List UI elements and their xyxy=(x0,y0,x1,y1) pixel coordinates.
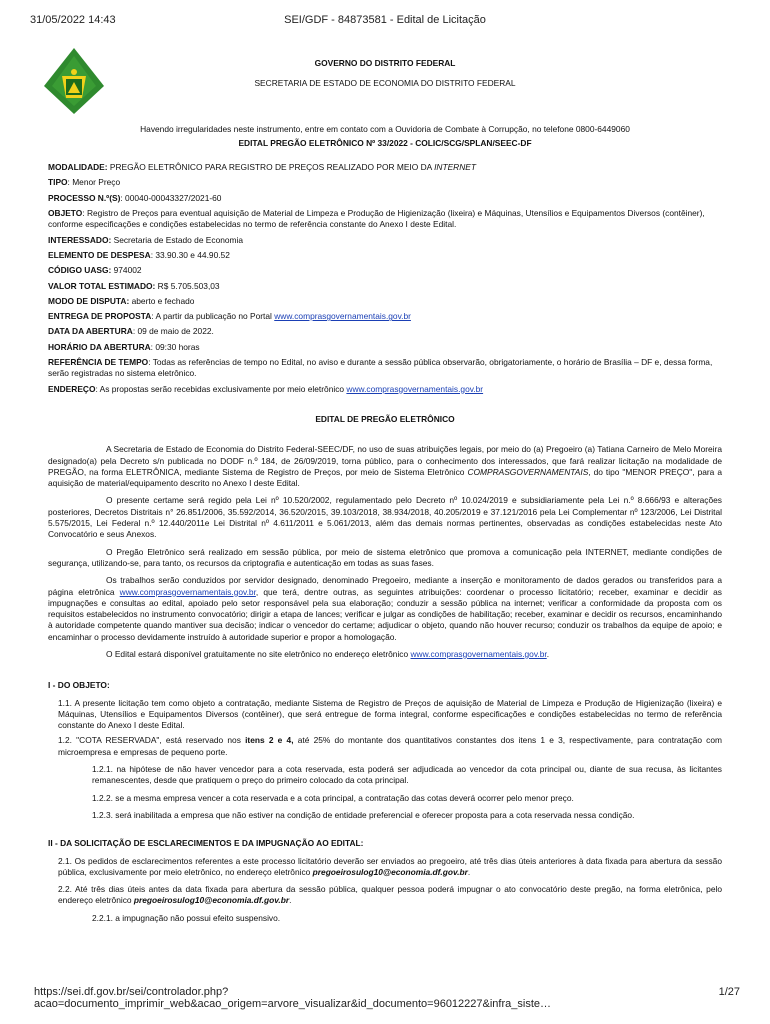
entrega-link[interactable]: www.comprasgovernamentais.gov.br xyxy=(274,311,411,322)
edital-heading: EDITAL DE PREGÃO ELETRÔNICO xyxy=(315,413,455,424)
data-label: DATA DA ABERTURA xyxy=(48,326,133,337)
horario-value: : 09:30 horas xyxy=(150,341,200,352)
clause-2-2 xyxy=(48,884,722,907)
intro-paragraph-1 xyxy=(48,444,722,489)
uasg-label: CÓDIGO UASG: xyxy=(48,265,112,276)
intro-p1-b: , do tipo "MENOR PREÇO", para a aquisição de material/equipamento descrito no Anexo I deste Edital. xyxy=(48,466,722,489)
uasg-value: 974002 xyxy=(111,265,142,276)
clause-1-2-3: 1.2.3. será inabilitada a empresa que não estiver na condição de entidade preferencial e oferecer proposta para a cota reservada nessa condição. xyxy=(92,809,635,820)
field-horario xyxy=(48,342,722,353)
endereco-link[interactable]: www.comprasgovernamentais.gov.br xyxy=(346,383,484,394)
field-entrega xyxy=(48,311,722,322)
field-referencia xyxy=(48,357,722,380)
clause-2-1-b: . xyxy=(467,866,471,877)
clause-2-2-b: . xyxy=(289,895,292,906)
field-tipo xyxy=(48,177,722,188)
clause-2-2-1: 2.2.1. a impugnação não possui efeito suspensivo. xyxy=(92,912,281,923)
field-processo xyxy=(48,193,722,204)
field-elemento xyxy=(48,250,722,261)
tipo-label: TIPO xyxy=(48,177,68,188)
print-header xyxy=(30,14,740,26)
clause-1-2-1: 1.2.1. na hipótese de não haver vencedor para a cota reservada, esta poderá ser adjudicada ao vencedor da cota principal ou, diante de sua recusa, às licitantes remanescentes, desde que pratiquem o preço do primeiro colocado da cota principal. xyxy=(92,764,722,786)
modalidade-label: MODALIDADE: xyxy=(48,162,108,173)
intro-paragraph-4 xyxy=(48,575,722,643)
field-modo xyxy=(48,296,722,307)
print-title: SEI/GDF - 84873581 - Edital de Licitação xyxy=(284,14,486,26)
irregularity-notice: Havendo irregularidades neste instrumento, entre em contato com a Ouvidoria de Combate à Corrupção, no telefone 0800-6449060 xyxy=(140,123,630,134)
field-data xyxy=(48,326,722,337)
processo-label: PROCESSO N.º(S) xyxy=(48,192,121,203)
intro-p4-a: Os trabalhos serão conduzidos por servidor designado, denominado Pregoeiro, mediante a inserção e monitoramento de dados gerados ou transferidos para a página eletrônica xyxy=(48,575,722,597)
clause-2-2-email: pregoeirosulog10@economia.df.gov.br xyxy=(133,895,290,906)
data-value: : 09 de maio de 2022. xyxy=(132,326,214,337)
processo-value: : 00040-00043327/2021-60 xyxy=(120,192,222,203)
intro-paragraph-5 xyxy=(48,649,722,660)
clause-2-1-email: pregoeirosulog10@economia.df.gov.br xyxy=(312,866,468,877)
intro-paragraph-2: O presente certame será regido pela Lei nº 10.520/2002, regulamentado pelo Decreto nº 10.024/2019 e subsidiariamente pela Lei n.º 8.666/93 e alterações posteriores, Decretos Distritais n° 26.851/2006, 35.592/2014, 36.520/2015, 39.103/2018, 38.934/2018, 40.205/2019 e 37.121/2016 pela Lei Complementar nº 123/2006, Lei Distrital 5.575/2015, Lei Federal n.º 12.440/2011e Lei Distrital nº 4.611/2011 e 5.061/2013, além das demais normas pertinentes, observadas as condições estabelecidas neste Ato Convocatório e seus Anexos. xyxy=(48,495,722,540)
endereco-label: ENDEREÇO xyxy=(48,383,96,394)
clause-2-1 xyxy=(48,856,722,879)
referencia-value: : Todas as referências de tempo no Edital, no aviso e durante a sessão pública observarão, obrigatoriamente, o horário de Brasília – DF e, dessa forma, serão registradas no sistema eletrônico. xyxy=(48,357,713,379)
print-url: https://sei.df.gov.br/sei/controlador.php?acao=documento_imprimir_web&acao_origem=arvore_visualizar&id_documento=96012227&infra_siste… xyxy=(34,986,551,1010)
intro-paragraph-3: O Pregão Eletrônico será realizado em sessão pública, por meio de sistema eletrônico que promova a comunicação pela INTERNET, mediante condições de segurança, utilizando-se, para tanto, os recursos da criptografia e autenticação em todas as suas fases. xyxy=(48,546,722,568)
intro-p1-italic: COMPRASGOVERNAMENTAIS xyxy=(467,466,589,477)
field-uasg xyxy=(48,265,722,276)
valor-value: R$ 5.705.503,03 xyxy=(155,280,220,291)
intro-p4-b: , que terá, dentre outras, as seguintes atribuições: coordenar o processo licitatório; receber, examinar e decidir as impugnações e consultas ao edital, apoiado pelo setor responsável pela sua elaboração; conduzir a sessão pública na internet; verificar a conformidade da proposta com os requisitos estabelecidos no instrumento convocatório; dirigir a etapa de lances; verificar e julgar as condições de habilitação; receber, examinar e decidir os recursos, encaminhando à autoridade competente quando mantiver sua decisão; indicar o vencedor do certame; adjudicar o objeto, quando não houver recurso; conduzir os trabalhos da equipe de apoio; e encaminhar o processo devidamente instruído à autoridade superior e propor a homologação. xyxy=(48,586,722,642)
clause-2-2-a: 2.2. Até três dias úteis antes da data fixada para abertura da sessão pública, qualquer pessoa poderá impugnar o ato convocatório deste pregão, na forma eletrônica, pelo endereço eletrônico xyxy=(58,884,722,906)
field-endereco xyxy=(48,384,722,395)
entrega-label: ENTREGA DE PROPOSTA xyxy=(48,311,152,322)
tipo-value: : Menor Preço xyxy=(67,177,121,188)
objeto-label: OBJETO xyxy=(48,208,83,219)
clause-1-2-2: 1.2.2. se a mesma empresa vencer a cota reservada e a cota principal, a contratação das cotas deverá ocorrer pelo menor preço. xyxy=(92,792,574,803)
modalidade-internet: INTERNET xyxy=(434,162,476,173)
intro-p5-b: . xyxy=(546,648,550,659)
clause-1-2-bold: itens 2 e 4, xyxy=(245,735,294,746)
print-page-number: 1/27 xyxy=(718,986,740,998)
field-objeto xyxy=(48,208,722,231)
document-page xyxy=(48,40,722,924)
field-interessado xyxy=(48,235,722,246)
intro-p4-link[interactable]: www.comprasgovernamentais.gov.br xyxy=(119,586,256,597)
clause-1-2-a: 1.2. "COTA RESERVADA", está reservado nos xyxy=(58,735,246,746)
print-footer xyxy=(34,986,740,1010)
modo-value: aberto e fechado xyxy=(129,295,195,306)
clause-1-2-b: até 25% do montante dos quantitativos constantes dos itens 1 e 3, respectivamente, para contratação com microempresa e empresas de pequeno porte. xyxy=(58,735,722,757)
print-datetime: 31/05/2022 14:43 xyxy=(30,14,116,26)
horario-label: HORÁRIO DA ABERTURA xyxy=(48,341,151,352)
modalidade-value: PREGÃO ELETRÔNICO PARA REGISTRO DE PREÇOS REALIZADO POR MEIO DA xyxy=(107,162,435,173)
elemento-label: ELEMENTO DE DESPESA xyxy=(48,249,151,260)
intro-p1-a: A Secretaria de Estado de Economia do Distrito Federal-SEEC/DF, no uso de suas atribuições legais, por meio do (a) Pregoeiro (a) Tatiana Carneiro de Melo Moreira designado(a) pela Decreto s/n publicada no DODF n.º 184, de 26/09/2019, torna público, para o conhecimento dos interessados, que fará realizar licitação na modalidade de PREGÃO, na forma ELETRÔNICA, mediante Sistema de Registro de Preços, por meio de Sistema Eletrônico xyxy=(48,444,722,477)
gdf-logo-icon xyxy=(42,46,106,116)
edital-title: EDITAL PREGÃO ELETRÔNICO Nº 33/2022 - COLIC/SCG/SPLAN/SEEC-DF xyxy=(238,137,532,148)
field-modalidade xyxy=(48,162,722,173)
clause-2-1-a: 2.1. Os pedidos de esclarecimentos referentes a este processo licitatório deverão ser enviados ao pregoeiro, até três dias úteis anteriores à data fixada para abertura da sessão pública, exclusivamente por meio eletrônico, no endereço eletrônico xyxy=(58,855,722,877)
referencia-label: REFERÊNCIA DE TEMPO xyxy=(48,357,149,368)
secretaria-title: SECRETARIA DE ESTADO DE ECONOMIA DO DISTRITO FEDERAL xyxy=(254,78,516,89)
valor-label: VALOR TOTAL ESTIMADO: xyxy=(48,280,156,291)
intro-p5-a: O Edital estará disponível gratuitamente no site eletrônico no endereço eletrônico xyxy=(106,648,411,659)
intro-p5-link[interactable]: www.comprasgovernamentais.gov.br xyxy=(410,648,547,659)
interessado-label: INTERESSADO: xyxy=(48,234,112,245)
field-valor xyxy=(48,281,722,292)
gov-title: GOVERNO DO DISTRITO FEDERAL xyxy=(314,58,456,68)
section-1-heading: I - DO OBJETO: xyxy=(48,680,110,691)
interessado-value: Secretaria de Estado de Economia xyxy=(111,234,244,245)
endereco-value: : As propostas serão recebidas exclusivamente por meio eletrônico xyxy=(95,383,347,394)
clause-1-2 xyxy=(48,735,722,758)
modo-label: MODO DE DISPUTA: xyxy=(48,295,130,306)
objeto-value: : Registro de Preços para eventual aquisição de Material de Limpeza e Produção de Higienização (lixeira) e Máquinas, Utensílios e Equipamentos Diversos (contêiner), conforme especificações e condições estabelecidas no termo de referência constante do Anexo I deste Edital. xyxy=(48,208,705,230)
entrega-value: : A partir da publicação no Portal xyxy=(151,311,275,322)
clause-1-1: 1.1. A presente licitação tem como objeto a contratação, mediante Sistema de Registro de Preços de aquisição de Material de Limpeza e Produção de Higienização (lixeira) e Máquinas, Utensílios e Equipamentos Diversos (contêiner), que será entregue de forma integral, conforme especificações e condições estabelecidas no termo de referência constante do Anexo I deste Edital. xyxy=(58,697,722,731)
section-2-heading: II - DA SOLICITAÇÃO DE ESCLARECIMENTOS E DA IMPUGNAÇÃO AO EDITAL: xyxy=(48,838,364,849)
elemento-value: : 33.90.30 e 44.90.52 xyxy=(150,249,230,260)
